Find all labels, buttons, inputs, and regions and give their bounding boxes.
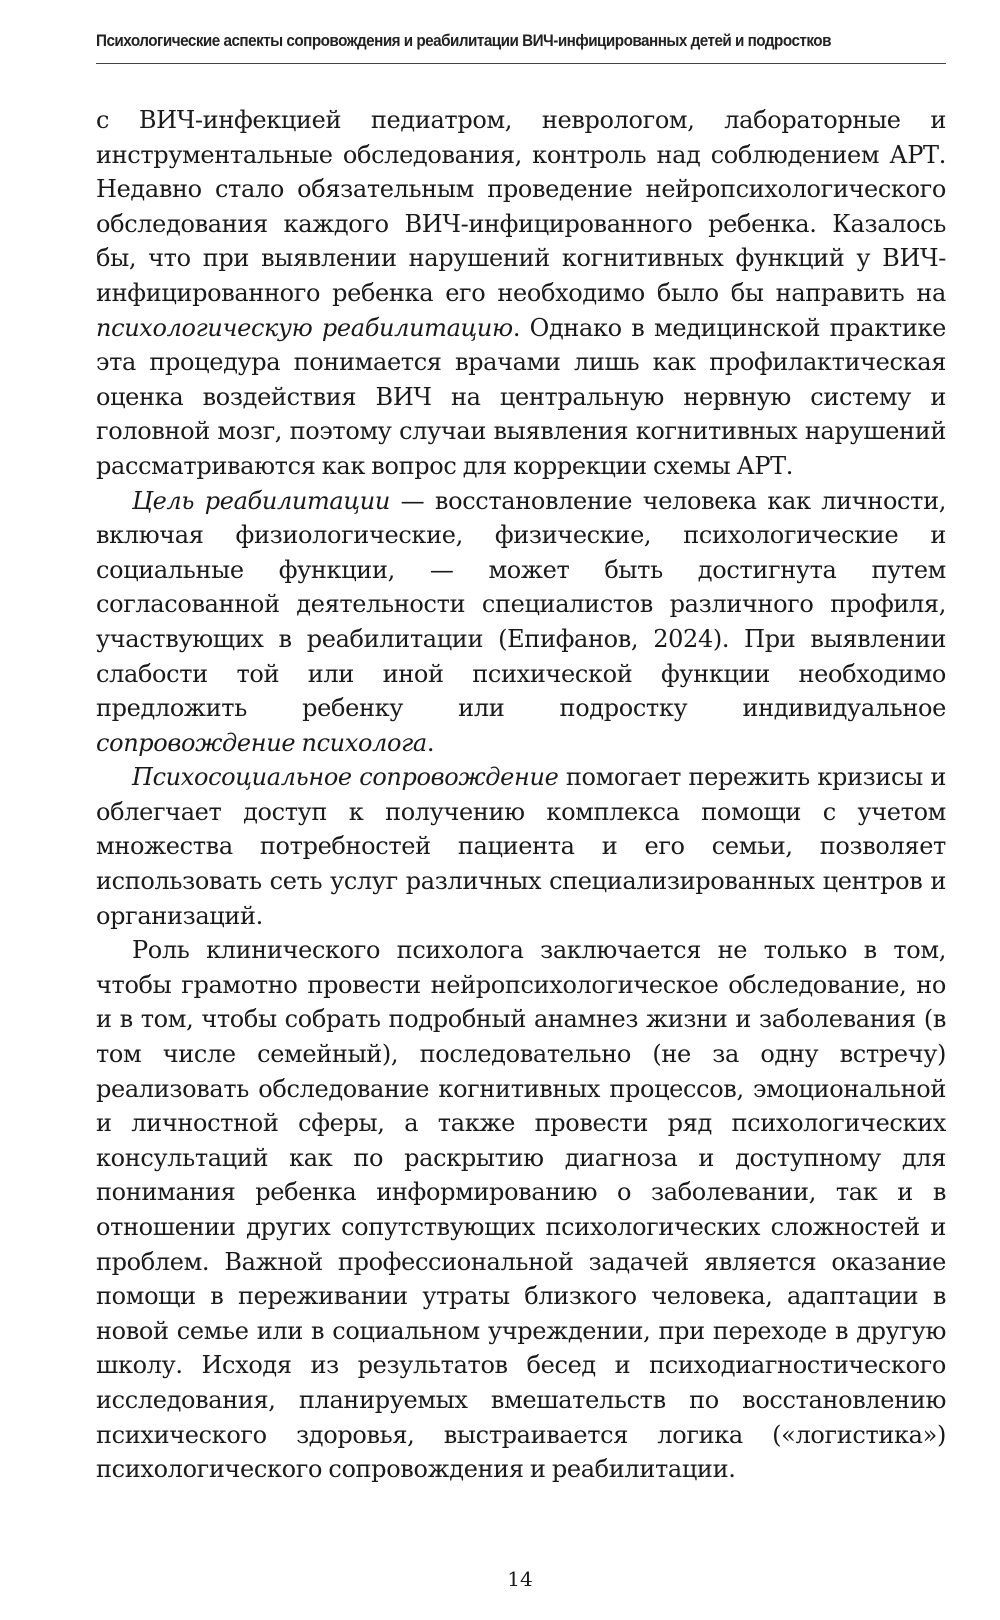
header-rule bbox=[96, 63, 946, 64]
paragraph-1-text-1: с ВИЧ-инфекцией педиатром, неврологом, лабораторные и инструментальные обследования, контроль над соблюдением АРТ. Недавно стало обязательным проведение нейропсихологического обследования каждого ВИЧ-инфицированного ребенка. Казалось бы, что при выявлении нарушений когнитивных функций у ВИЧ-инфицированного ребенка его необходимо было бы направить на bbox=[96, 106, 946, 307]
paragraph-1 bbox=[96, 103, 946, 484]
paragraph-1-text-2: . Однако в медицинской практике эта процедура понимается врачами лишь как профилактическая оценка воздействия ВИЧ на центральную нервную систему и головной мозг, поэтому случаи выявления когнитивных нарушений рассматриваются как вопрос для коррекции схемы АРТ. bbox=[96, 313, 946, 480]
page-number: 14 bbox=[507, 1567, 533, 1591]
paragraph-3-emphasis-1: Психосоциальное сопровождение bbox=[132, 763, 559, 792]
paragraph-3 bbox=[96, 760, 946, 933]
paragraph-3-text-1: помогает пережить кризисы и облегчает доступ к получению комплекса помощи с учетом множества потребностей пациента и его семьи, позволяет использовать сеть услуг различных специализированных центров и организаций. bbox=[96, 763, 946, 930]
paragraph-2-text-2: . bbox=[426, 728, 435, 757]
paragraph-4 bbox=[96, 933, 946, 1487]
paragraph-2 bbox=[96, 484, 946, 761]
running-header: Психологические аспекты сопровождения и реабилитации ВИЧ-инфицированных детей и подростков bbox=[96, 32, 831, 50]
paragraph-2-emphasis-1: Цель реабилитации bbox=[132, 486, 390, 515]
paragraph-2-text-1: — восстановление человека как личности, включая физиологические, физические, психологические и социальные функции, — может быть достигнута путем согласованной деятельности специалистов различного профиля, участвующих в реабилитации (Епифанов, 2024). При выявлении слабости той или иной психической функции необходимо предложить ребенку или подростку индивидуальное bbox=[96, 486, 946, 723]
paragraph-4-text-1: Роль клинического психолога заключается не только в том, чтобы грамотно провести нейропсихологическое обследование, но и в том, чтобы собрать подробный анамнез жизни и заболевания (в том числе семейный), последовательно (не за одну встречу) реализовать обследование когнитивных процессов, эмоциональной и личностной сферы, а также провести ряд психологических консультаций как по раскрытию диагноза и доступному для понимания ребенка информированию о заболевании, так и в отношении других сопутствующих психологических сложностей и проблем. Важной профессиональной задачей является оказание помощи в переживании утраты близкого человека, адаптации в новой семье или в социальном учреждении, при переходе в другую школу. Исходя из результатов бесед и психодиагностического исследования, планируемых вмешательств по восстановлению психического здоровья, выстраивается логика («логистика») психологического сопровождения и реабилитации. bbox=[96, 936, 946, 1484]
paragraph-2-emphasis-2: сопровождение психолога bbox=[96, 728, 427, 757]
paragraph-1-emphasis-1: психологическую реабилитацию bbox=[96, 313, 513, 342]
body-text bbox=[96, 103, 946, 1487]
